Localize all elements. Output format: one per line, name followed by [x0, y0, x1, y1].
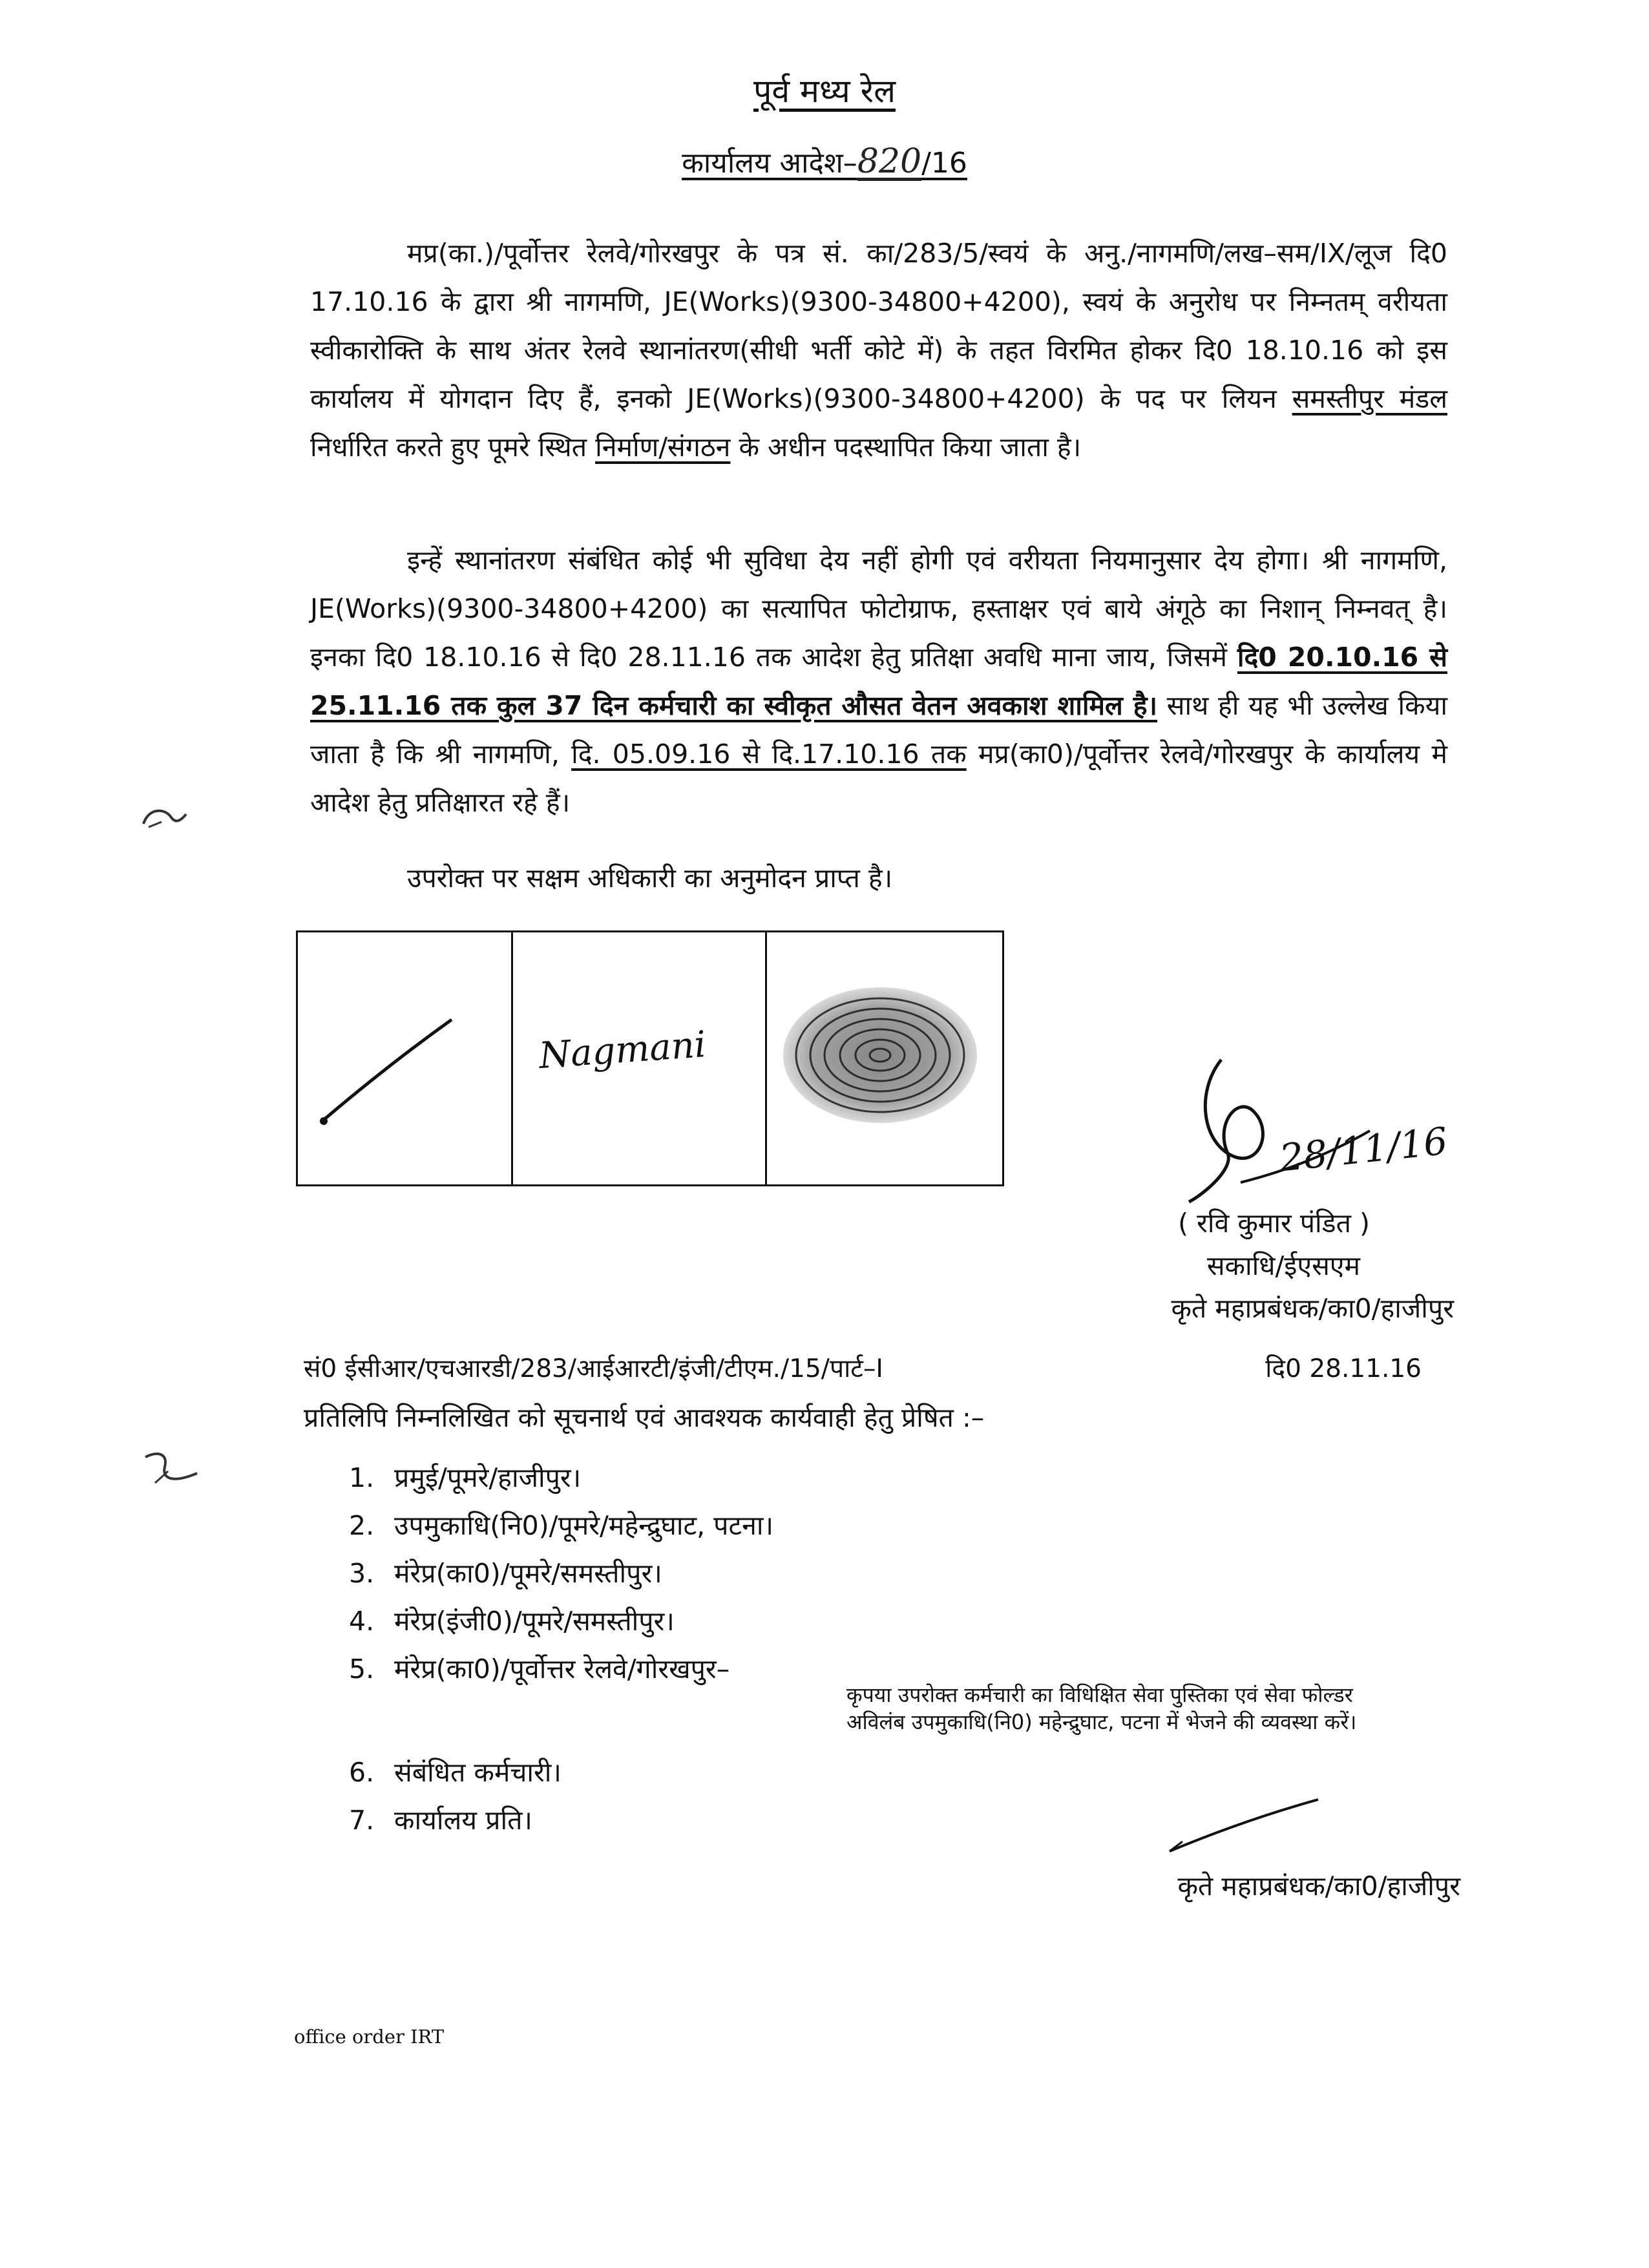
p2-text-1: इन्हें स्थानांतरण संबंधित कोई भी सुविधा देय नहीं होगी एवं वरीयता नियमानुसार देय होगा। श्री नागमणि, JE(Works)(9300-34800+4200) का सत्यापित फोटोग्राफ, हस्ताक्षर एवं बाये अंगूठे का निशान् निम्नवत् है। इनका दि0 18.10.16 से दि0 28.11.16 तक आदेश हेतु प्रतिक्षा अवधि माना जाय, जिसमें	[310, 545, 1447, 673]
p1-text-1: मप्र(का.)/पूर्वोत्तर रेलवे/गोरखपुर के पत्र सं. का/283/5/स्वयं के अनु./नागमणि/लख–सम/IX/लूज दि0 17.10.16 के द्वारा श्री नागमणि, JE(Works)(9300-34800+4200), स्वयं के अनुरोध पर निम्नतम् वरीयता स्वीकारोक्ति के साथ अंतर रेलवे स्थानांतरण(सीधी भर्ती कोटे में) के तहत विरमित होकर दि0 18.10.16 को इस कार्यालय में योगदान दिए हैं, इनको JE(Works)(9300-34800+4200) के पद पर लियन	[310, 238, 1447, 414]
copy-to-list	[349, 1454, 1415, 1844]
copy-to-intro: प्रतिलिपि निम्नलिखित को सूचनार्थ एवं आवश्यक कार्यवाही हेतु प्रेषित :–	[304, 1402, 985, 1433]
photograph-cell	[298, 932, 511, 1184]
p1-text-2: निर्धारित करते हुए पूमरे स्थित	[310, 432, 596, 463]
list-item: 7. कार्यालय प्रति।	[349, 1805, 532, 1836]
paragraph-leave-details	[310, 536, 1447, 827]
list-item: 5. मंरेप्र(का0)/पूर्वोत्तर रेलवे/गोरखपुर–	[349, 1654, 730, 1685]
signatory-block	[969, 1202, 1454, 1330]
employee-signature: Nagmani	[538, 1024, 708, 1077]
list-item: 6. संबंधित कर्मचारी।	[349, 1757, 562, 1788]
reference-line	[304, 1350, 1422, 1385]
officer-sign-date: 28/11/16	[1277, 1118, 1450, 1181]
file-code: office order IRT	[294, 2026, 445, 2048]
list-item: 2. उपमुकाधि(नि0)/पूमरे/महेन्द्रुघाट, पटना।	[349, 1510, 774, 1541]
list-item: 3. मंरेप्र(का0)/पूमरे/समस्तीपुर।	[349, 1558, 662, 1589]
margin-mark	[136, 795, 194, 840]
thumbprint-cell	[765, 932, 1002, 1184]
p2-text-2: साथ ही यह भी उल्लेख किया जाता है कि श्री नागमणि,	[310, 690, 1447, 770]
p1-posting-unit: निर्माण/संगठन	[595, 432, 731, 463]
p1-text-3: के अधीन पदस्थापित किया जाता है।	[730, 432, 1082, 463]
signatory-office: कृते महाप्रबंधक/का0/हाजीपुर	[1171, 1293, 1454, 1324]
p2-text-3: मप्र(का0)/पूर्वोत्तर रेलवे/गोरखपुर के कार्यालय मे आदेश हेतु प्रतिक्षारत रहे हैं।	[310, 739, 1447, 818]
margin-mark	[136, 1438, 207, 1496]
signature-cell	[511, 932, 765, 1184]
attestation-stroke	[298, 932, 511, 1184]
order-suffix: /16	[921, 147, 967, 180]
p2-leave-period: दि0 20.10.16 से 25.11.16 तक कुल 37 दिन कर्मचारी का स्वीकृत औसत वेतन अवकाश शामिल है।	[310, 642, 1447, 721]
p1-lien-division: समस्तीपुर मंडल	[1292, 383, 1447, 414]
signatory-designation: सकाधि/ईएसएम	[1206, 1250, 1360, 1281]
order-number-handwritten: 820	[857, 142, 922, 181]
identity-verification-box	[296, 930, 1004, 1186]
list-item: 4. मंरेप्र(इंजी0)/पूमरे/समस्तीपुर।	[349, 1606, 675, 1637]
order-prefix: कार्यालय आदेश–	[682, 147, 857, 180]
list-item-note: कृपया उपरोक्त कर्मचारी का विधिक्षित सेवा पुस्तिका एवं सेवा फोल्डर अविलंब उपमुकाधि(नि0) महेन्द्रुघाट, पटना में भेजने की व्यवस्था करें।	[846, 1683, 1357, 1734]
reference-date: दि0 28.11.16	[1265, 1354, 1422, 1383]
org-heading: पूर्व मध्य रेल	[753, 72, 896, 110]
paragraph-transfer-details	[310, 229, 1447, 472]
p2-waiting-period: दि. 05.09.16 से दि.17.10.16 तक	[571, 739, 967, 770]
thumb-impression	[767, 932, 1000, 1184]
footer-office: कृते महाप्रबंधक/का0/हाजीपुर	[1177, 1871, 1460, 1902]
footer-initial-stroke	[1163, 1790, 1325, 1861]
list-item: 1. प्रमुई/पूमरे/हाजीपुर।	[349, 1462, 582, 1493]
signatory-name: ( रवि कुमार पंडित )	[1178, 1208, 1370, 1239]
approval-note: उपरोक्त पर सक्षम अधिकारी का अनुमोदन प्राप्त है।	[407, 863, 893, 894]
order-number-line	[0, 142, 1649, 181]
reference-number: सं0 ईसीआर/एचआरडी/283/आईआरटी/इंजी/टीएम./15/पार्ट–I	[304, 1354, 883, 1383]
